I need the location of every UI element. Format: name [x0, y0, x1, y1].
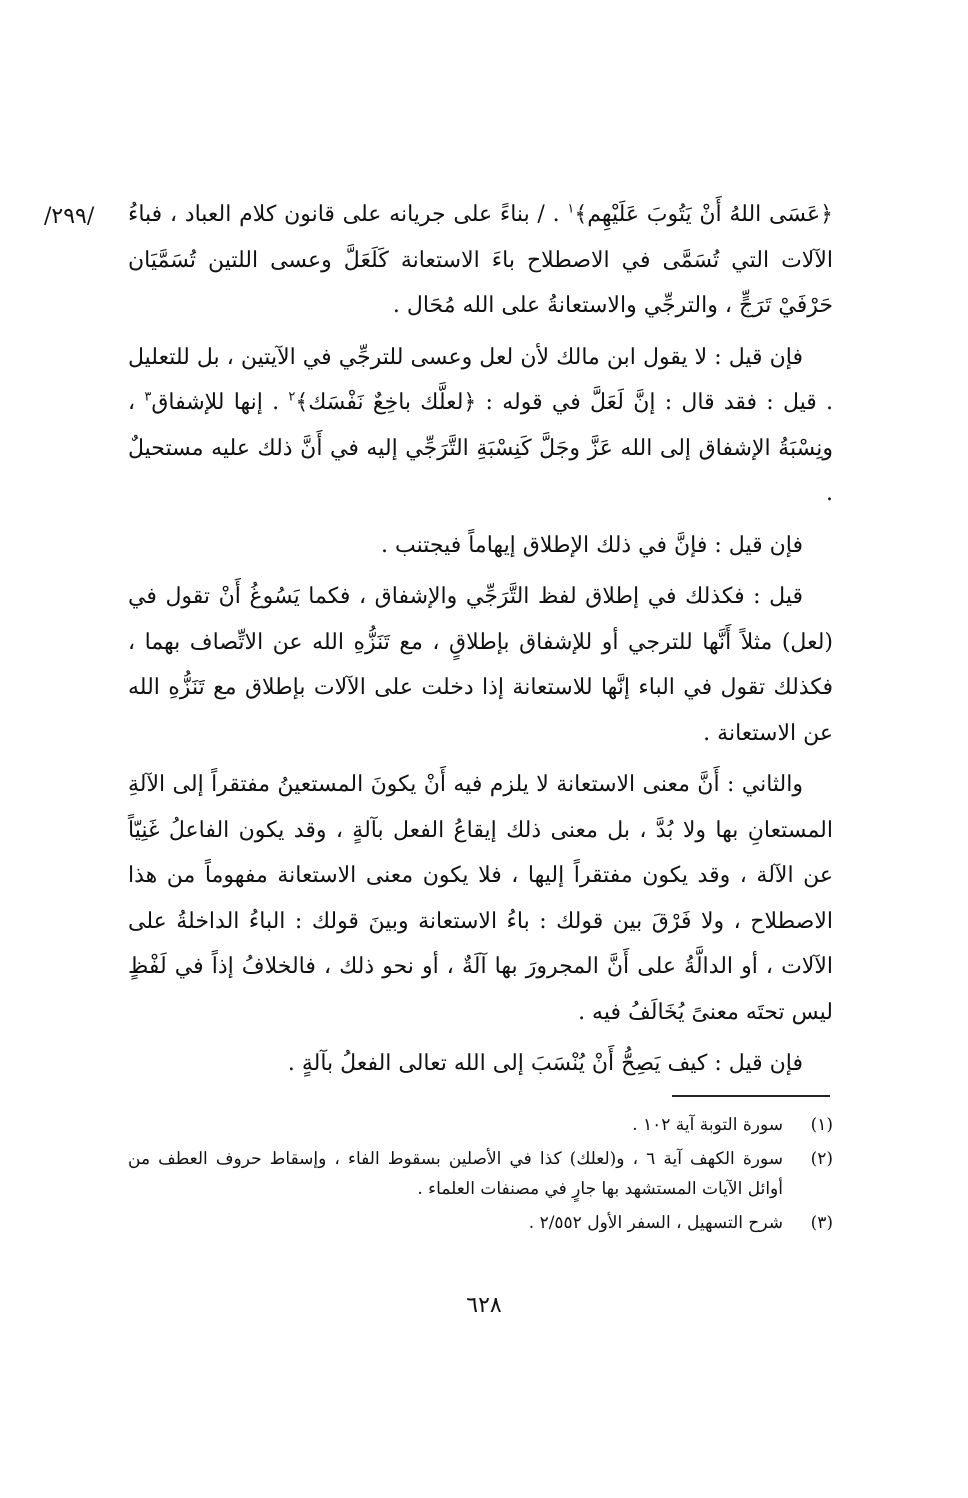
footnote-number: (١)	[810, 1115, 833, 1135]
footnotes	[128, 1110, 833, 1242]
footnote-marker: ٣	[144, 389, 152, 405]
text-segment: فإن قيل : لا يقول ابن مالك لأن لعل وعسى للترجِّي في الآيتين ، بل للتعليل . قيل : فقد قال : إنَّ لَعَلَّ في قوله : ﴿لعلَّك باخِعٌ نَفْسَك﴾	[128, 344, 834, 415]
paragraph	[128, 192, 833, 329]
paragraph	[128, 574, 833, 756]
text-segment: ، ونِسْبَةُ الإشفاق إلى الله عَزَّ وجَلَّ كَنِسْبَةِ التَّرَجِّي إليه في أَنَّ ذلك عليه مستحيلٌ .	[128, 390, 833, 506]
paragraph	[128, 335, 833, 517]
footnote-marker: ١	[567, 201, 575, 217]
footnote-item	[128, 1144, 833, 1204]
text-segment: . / بناءً على جريانه على قانون كلام العباد ، فباءُ الآلات التي تُسَمَّى في الاصطلاح باءَ الاستعانة كَلَعَلَّ وعسى اللتين تُسَمَّيَان حَرْفَيْ تَرَجٍّ ، والترجِّي والاستعانةُ على الله مُحَال .	[128, 202, 833, 318]
text-segment: ﴿عَسَى اللهُ أَنْ يَتُوبَ عَلَيْهِم﴾	[574, 202, 833, 227]
text-segment: قيل : فكذلك في إطلاق لفظ التَّرَجِّي والإشفاق ، فكما يَسُوغُ أَنْ تقول في (لعل) مثلاً أَنَّها للترجي أو للإشفاق بإطلاقٍ ، مع تَنَزُّهِ الله عن الاتِّصاف بهما ، فكذلك تقول في الباء إنَّها للاستعانة إذا دخلت على الآلات بإطلاق مع تَنَزُّهِ الله عن الاستعانة .	[128, 584, 833, 746]
text-segment: فإن قيل : كيف يَصِحُّ أَنْ يُنْسَبَ إلى الله تعالى الفعلُ بآلةٍ .	[287, 1051, 803, 1076]
paragraph	[128, 523, 833, 569]
text-segment: والثاني : أَنَّ معنى الاستعانة لا يلزم فيه أَنْ يكونَ المستعينُ مفتقراً إلى الآلةِ المستعانِ بها ولا بُدَّ ، بل معنى ذلك إيقاعُ الفعل بآلةٍ ، وقد يكون الفاعلُ غَنِيّاً عن الآلة ، وقد يكون مفتقراً إليها ، فلا يكون معنى الاستعانة مفهوماً من هذا الاصطلاح ، ولا فَرْقَ بين قولك : باءُ الاستعانة وبينَ قولك : الباءُ الداخلةُ على الآلات ، أو الدالَّةُ على أَنَّ المجرورَ بها آلَةٌ ، أو نحو ذلك ، فالخلافُ إذاً في لَفْظٍ ليس تحتَه معنىً يُخَالَفُ فيه .	[128, 772, 833, 1025]
text-segment: فإن قيل : فإنَّ في ذلك الإطلاق إيهاماً فيجتنب .	[381, 532, 803, 558]
paragraph	[128, 762, 833, 1035]
text-segment: . إنها للإشفاق	[151, 390, 289, 415]
footnote-text: سورة الكهف آية ٦ ، و(لعلك) كذا في الأصلين بسقوط الفاء ، وإسقاط حروف العطف من أوائل الآيات المستشهد بها جارٍ في مصنفات العلماء .	[128, 1149, 783, 1199]
footnote-separator	[672, 1095, 830, 1097]
footnote-number: (٣)	[810, 1213, 833, 1233]
footnote-number: (٢)	[810, 1149, 833, 1169]
paragraph	[128, 1041, 833, 1087]
footnote-marker: ٢	[288, 389, 296, 405]
main-text	[128, 192, 833, 1093]
margin-folio-reference: /٢٩٩/	[44, 204, 95, 229]
footnote-text: سورة التوبة آية ١٠٢ .	[632, 1115, 783, 1135]
footnote-item	[128, 1110, 833, 1140]
page-number: ٦٢٨	[466, 1293, 502, 1318]
footnote-text: شرح التسهيل ، السفر الأول ٢/٥٥٢ .	[528, 1213, 783, 1233]
footnote-item	[128, 1208, 833, 1238]
